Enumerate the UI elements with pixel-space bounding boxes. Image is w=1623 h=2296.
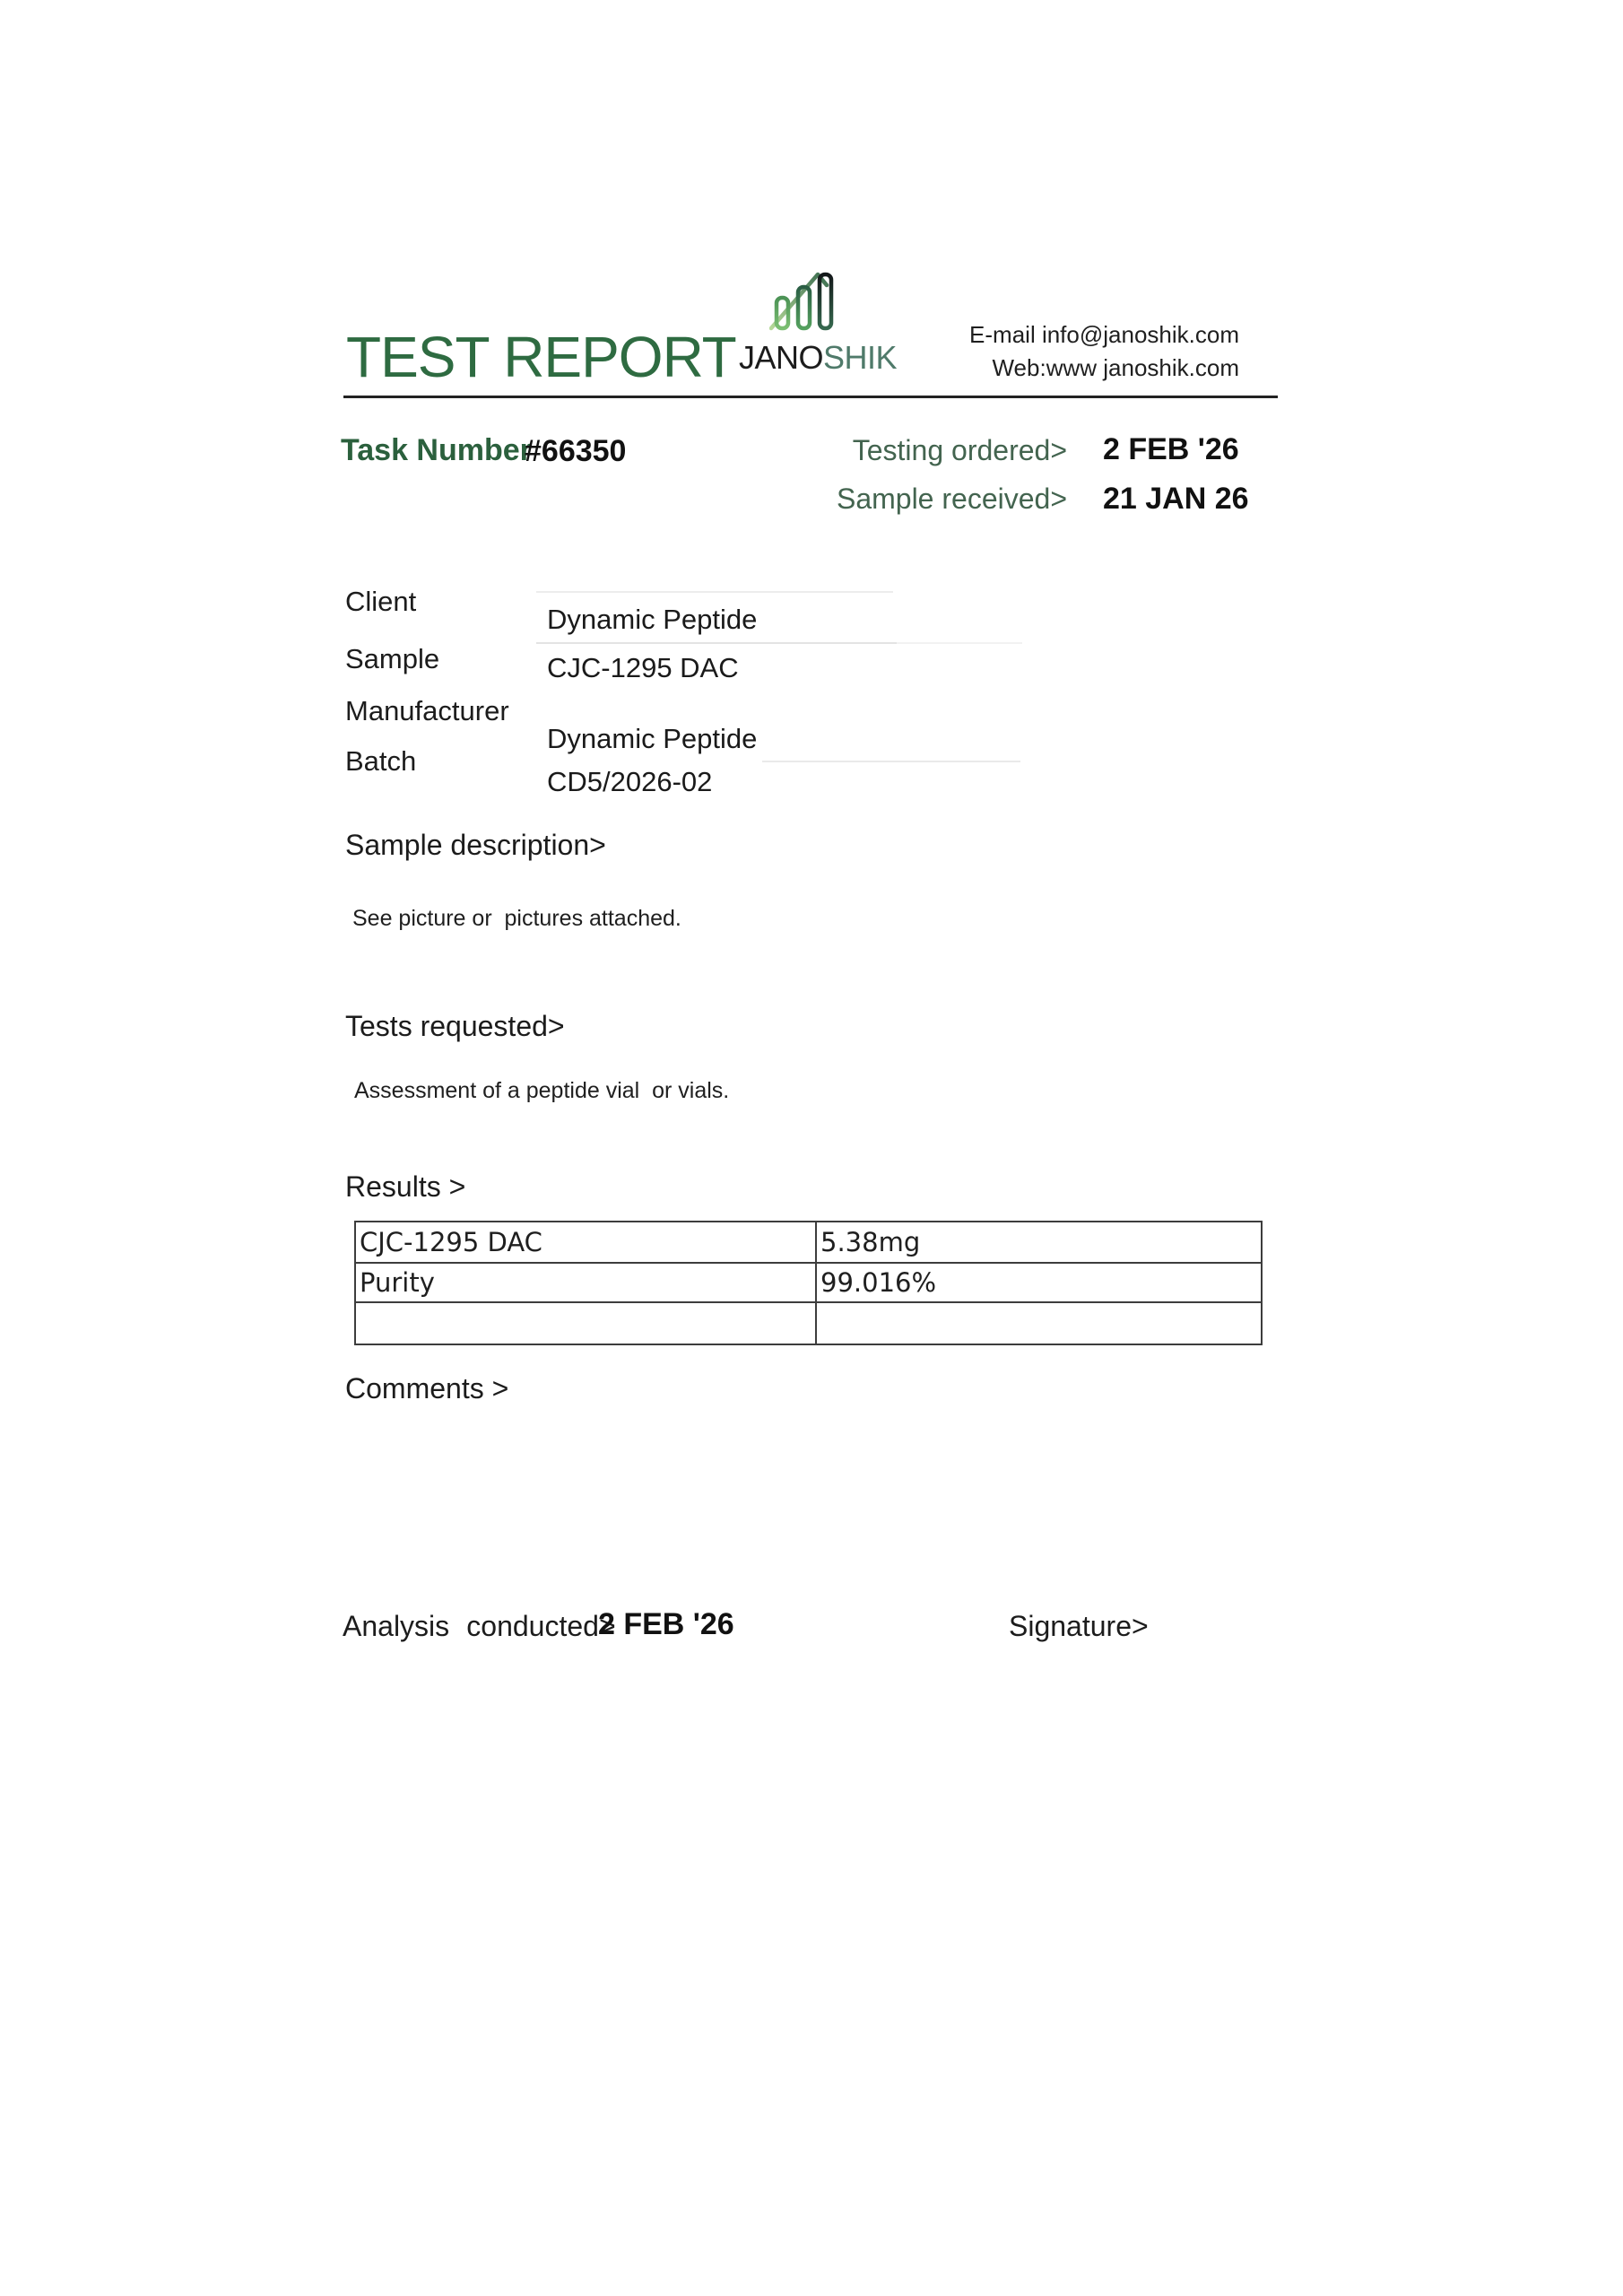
brand-shik: SHIK xyxy=(823,339,898,376)
tests-requested-body: Assessment of a peptide vial or vials. xyxy=(354,1078,730,1103)
field-line xyxy=(536,591,893,593)
brand-wordmark xyxy=(739,339,897,376)
analysis-conducted-value: 2 FEB '26 xyxy=(598,1607,734,1641)
testing-ordered-label: Testing ordered> xyxy=(852,434,1067,466)
table-row xyxy=(355,1222,1262,1263)
client-label: Client xyxy=(345,586,417,617)
result-name-cell: Purity xyxy=(355,1263,816,1302)
header-rule xyxy=(343,396,1278,398)
tests-requested-heading: Tests requested> xyxy=(345,1010,565,1042)
page-title: TEST REPORT xyxy=(346,325,736,389)
result-value-cell: 5.38mg xyxy=(816,1222,1262,1263)
manufacturer-label: Manufacturer xyxy=(345,695,509,726)
sample-description-body: See picture or pictures attached. xyxy=(352,906,681,931)
task-number-label: Task Number xyxy=(341,433,532,467)
web-label: Web:www janoshik.com xyxy=(992,354,1239,381)
sample-description-heading: Sample description> xyxy=(345,829,606,861)
analysis-conducted-label: Analysis conducted> xyxy=(343,1610,616,1642)
result-value-cell: 99.016% xyxy=(816,1263,1262,1302)
client-value: Dynamic Peptide xyxy=(547,604,758,635)
results-table xyxy=(354,1221,1263,1345)
sample-value: CJC-1295 DAC xyxy=(547,652,739,683)
sample-received-label: Sample received> xyxy=(836,483,1067,515)
signature-label: Signature> xyxy=(1009,1610,1149,1642)
batch-value: CD5/2026-02 xyxy=(547,766,713,797)
field-line xyxy=(762,761,1020,762)
table-row xyxy=(355,1263,1262,1302)
growth-chart-icon xyxy=(769,264,845,335)
brand-jano: JANO xyxy=(739,339,824,376)
field-line xyxy=(897,642,1022,644)
sample-label: Sample xyxy=(345,643,440,674)
field-line xyxy=(536,642,897,644)
comments-heading: Comments > xyxy=(345,1372,509,1405)
table-row xyxy=(355,1302,1262,1344)
task-number-value: #66350 xyxy=(525,434,627,468)
batch-label: Batch xyxy=(345,745,417,777)
email-label: E-mail info@janoshik.com xyxy=(969,321,1239,348)
result-name-cell xyxy=(355,1302,816,1344)
result-value-cell xyxy=(816,1302,1262,1344)
results-heading: Results > xyxy=(345,1170,466,1203)
manufacturer-value: Dynamic Peptide xyxy=(547,723,758,754)
testing-ordered-value: 2 FEB '26 xyxy=(1103,432,1239,466)
result-name-cell: CJC-1295 DAC xyxy=(355,1222,816,1263)
sample-received-value: 21 JAN 26 xyxy=(1103,482,1249,516)
